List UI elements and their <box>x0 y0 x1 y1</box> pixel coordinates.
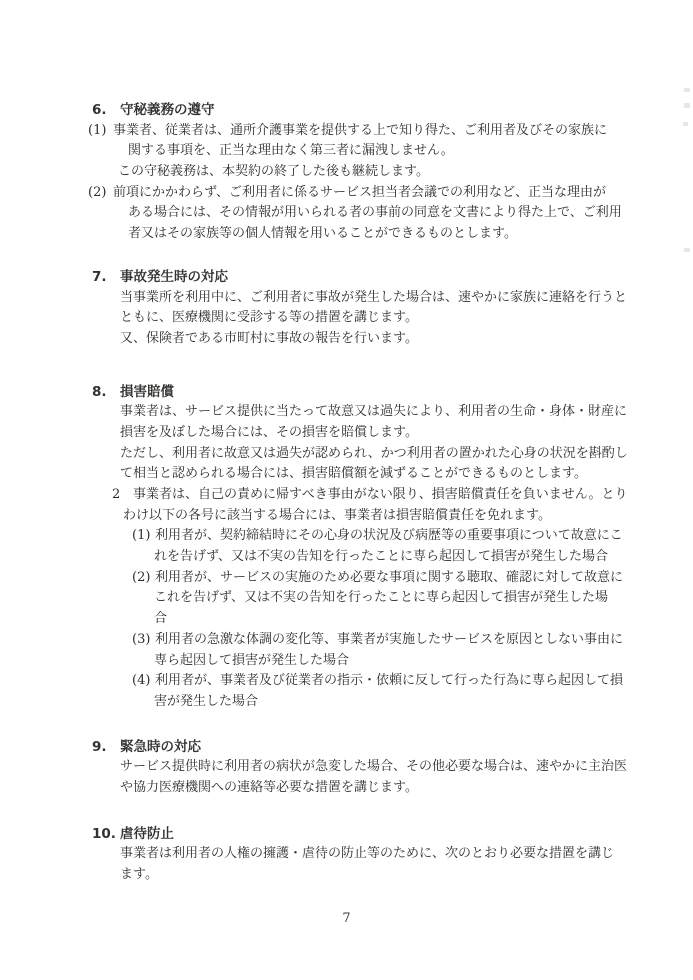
section-title: 緊急時の対応 <box>120 738 201 755</box>
section-number: 7. <box>92 268 107 285</box>
page-number: 7 <box>342 910 351 926</box>
line-text: 利用者が、契約締結時にその心身の状況及び病歴等の重要事項について故意にこ <box>155 528 623 544</box>
item-marker: (3) <box>132 631 151 647</box>
paragraph-line <box>0 485 693 506</box>
paragraph-line <box>0 568 693 589</box>
section-emergency-response <box>0 737 693 799</box>
line-text: 事業者は利用者の人権の擁護・虐待の防止等のために、次のとおり必要な措置を講じ <box>120 846 615 862</box>
line-text: 合 <box>154 611 168 627</box>
item-marker: 2 <box>112 487 121 502</box>
line-text: 害が発生した場合 <box>154 693 259 709</box>
paragraph-line <box>0 630 693 651</box>
section-title: 守秘義務の遵守 <box>120 102 215 118</box>
item-marker: (2) <box>132 569 151 585</box>
paragraph-line <box>0 651 693 672</box>
line-text: この守秘義務は、本契約の終了した後も継続します。 <box>118 164 429 180</box>
paragraph-line <box>0 329 693 350</box>
item-marker: (1) <box>88 122 107 138</box>
line-text: わけ以下の各号に該当する場合には、事業者は損害賠償責任を免れます。 <box>123 507 551 523</box>
paragraph-line <box>0 224 693 245</box>
line-text: 専ら起因して損害が発生した場合 <box>154 652 350 668</box>
line-text: 損害を及ぼした場合には、その損害を賠償します。 <box>120 424 418 440</box>
line-text: これを告げず、又は不実の告知を行ったことに専ら起因して損害が発生した場 <box>154 590 608 606</box>
line-text: れを告げず、又は不実の告知を行ったことに専ら起因して損害が発生した場合 <box>154 549 608 565</box>
paragraph-line <box>0 203 693 224</box>
paragraph-line <box>0 162 693 183</box>
line-text: ともに、医療機関に受診する等の措置を講じます。 <box>120 310 418 326</box>
scan-artifact <box>684 88 690 92</box>
line-text: 事業者は、サービス提供に当たって故意又は過失により、利用者の生命・身体・財産に <box>120 404 628 420</box>
line-text: て相当と認められる場合には、損害賠償額を減ずることができるものとします。 <box>120 466 587 482</box>
section-title: 事故発生時の対応 <box>120 268 228 285</box>
paragraph-line <box>0 141 693 162</box>
line-text: 事業者は、自己の責めに帰すべき事由がない限り、損害賠償責任を負いません。とり <box>133 487 628 502</box>
paragraph-line <box>0 308 693 329</box>
scan-artifact <box>684 248 690 252</box>
line-text: 関する事項を、正当な理由なく第三者に漏洩しません。 <box>128 143 454 159</box>
paragraph-line <box>0 844 693 865</box>
item-marker: (1) <box>132 528 151 544</box>
paragraph-line <box>0 526 693 547</box>
section-damage-compensation <box>0 382 693 713</box>
paragraph-line <box>0 757 693 778</box>
section-confidentiality <box>0 100 693 245</box>
section-heading <box>0 737 693 758</box>
section-heading <box>0 824 693 845</box>
section-number: 6. <box>92 102 107 118</box>
section-number: 9. <box>92 738 107 755</box>
section-heading <box>0 100 693 121</box>
paragraph-line <box>0 506 693 527</box>
line-text: 利用者が、事業者及び従業者の指示・依頼に反して行った行為に専ら起因して損 <box>155 673 624 689</box>
section-accident-response <box>0 267 693 350</box>
paragraph-line <box>0 692 693 713</box>
line-text: 当事業所を利用中に、ご利用者に事故が発生した場合は、速やかに家族に連絡を行うと <box>120 289 628 305</box>
paragraph-line <box>0 588 693 609</box>
paragraph-line <box>0 183 693 204</box>
paragraph-line <box>0 671 693 692</box>
paragraph-line <box>0 547 693 568</box>
paragraph-line <box>0 865 693 886</box>
line-text: 利用者が、サービスの実施のため必要な事項に関する聴取、確認に対して故意に <box>155 569 624 585</box>
paragraph-line <box>0 444 693 465</box>
section-title: 虐待防止 <box>120 825 174 842</box>
paragraph-line <box>0 609 693 630</box>
paragraph-line <box>0 464 693 485</box>
paragraph-line <box>0 423 693 444</box>
item-marker: (4) <box>132 673 151 689</box>
section-number: 8. <box>92 383 107 400</box>
line-text: 利用者の急激な体調の変化等、事業者が実施したサービスを原因としない事由に <box>155 631 624 647</box>
scan-artifact <box>684 103 690 108</box>
line-text: ます。 <box>120 867 158 882</box>
section-number: 10. <box>92 825 116 842</box>
paragraph-line <box>0 778 693 799</box>
paragraph-line <box>0 288 693 309</box>
line-text: ただし、利用者に故意又は過失が認められ、かつ利用者の置かれた心身の状況を斟酌し <box>120 445 628 461</box>
paragraph-line <box>0 402 693 423</box>
section-heading <box>0 267 693 288</box>
line-text: や協力医療機関への連絡等必要な措置を講じます。 <box>120 779 418 795</box>
section-title: 損害賠償 <box>120 383 174 400</box>
line-text: 事業者、従業者は、通所介護事業を提供する上で知り得た、ご利用者及びその家族に <box>113 122 608 138</box>
line-text: 者又はその家族等の個人情報を用いることができるものとします。 <box>128 226 517 242</box>
line-text: 又、保険者である市町村に事故の報告を行います。 <box>120 330 418 346</box>
scan-artifact <box>683 122 688 126</box>
line-text: ある場合には、その情報が用いられる者の事前の同意を文書により得た上で、ご利用 <box>128 205 622 221</box>
section-heading <box>0 382 693 403</box>
section-abuse-prevention <box>0 824 693 886</box>
line-text: 前項にかかわらず、ご利用者に係るサービス担当者会議での利用など、正当な理由が <box>113 184 606 200</box>
line-text: サービス提供時に利用者の病状が急変した場合、その他必要な場合は、速やかに主治医 <box>120 759 628 775</box>
item-marker: (2) <box>88 184 107 200</box>
paragraph-line <box>0 121 693 142</box>
